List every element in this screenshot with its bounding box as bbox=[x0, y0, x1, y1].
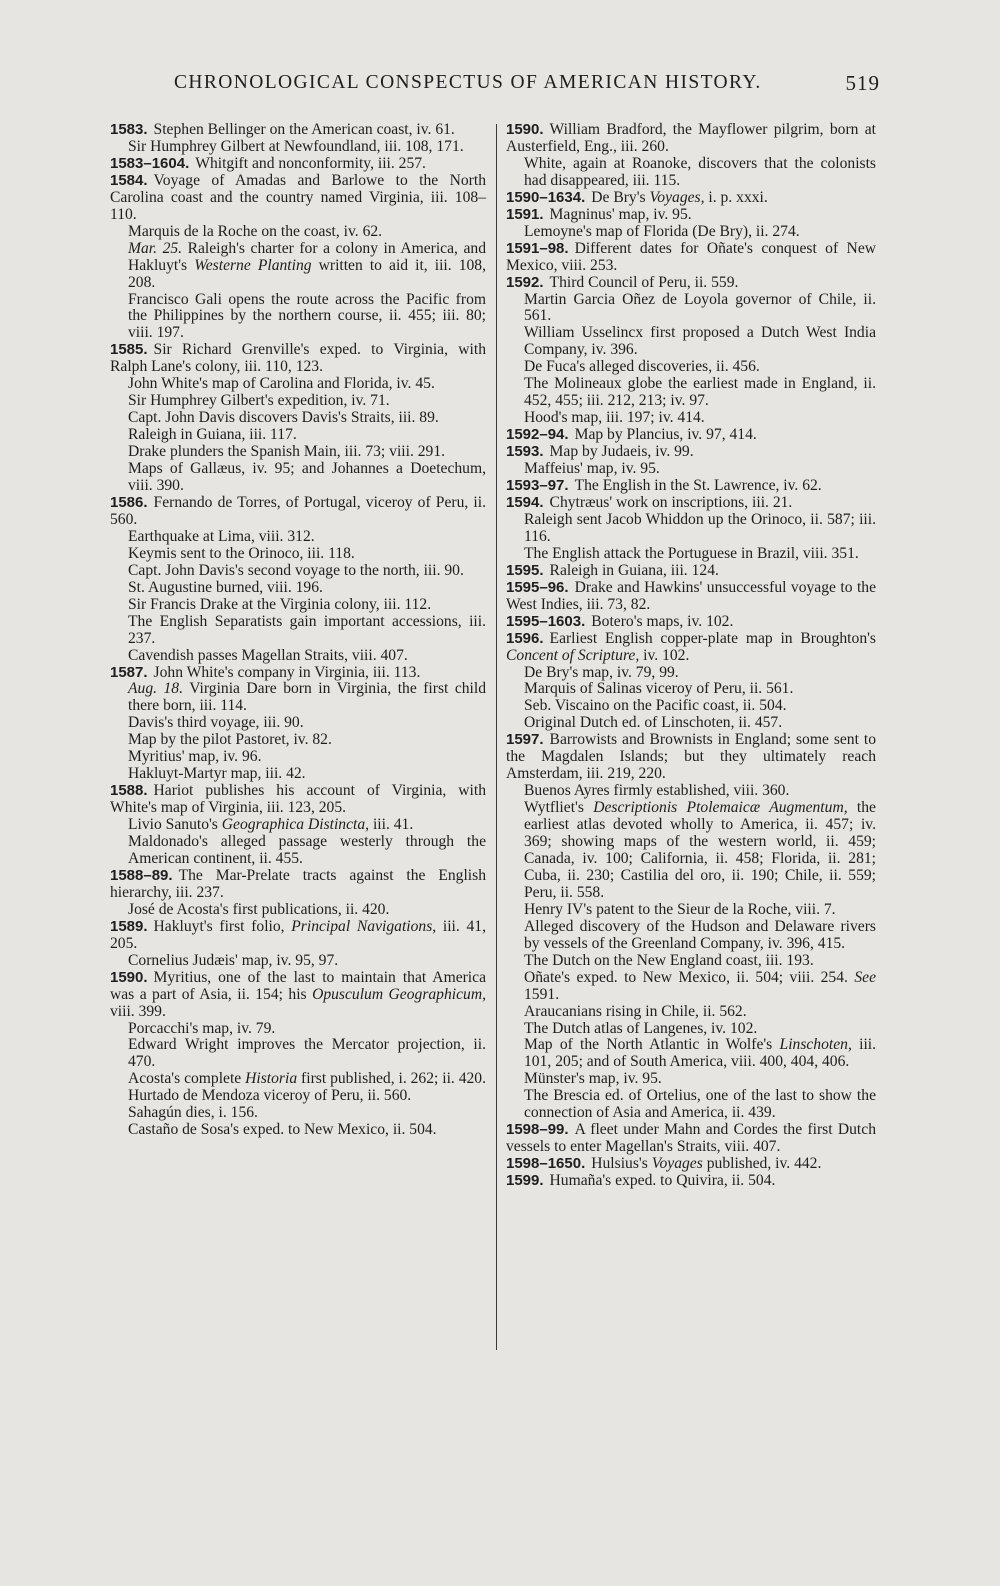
entry-text: Virginia Dare born in Virginia, the first child there born, iii. 114. bbox=[128, 680, 486, 715]
entry-text: Capt. John Davis's second voyage to the north, iii. 90. bbox=[128, 561, 464, 579]
sub-entry bbox=[110, 1071, 486, 1088]
year-entry bbox=[506, 732, 876, 783]
year-entry bbox=[506, 207, 876, 224]
sub-entry bbox=[110, 681, 486, 715]
entry-text: Whitgift and nonconformity, iii. 257. bbox=[195, 154, 426, 172]
entry-year: 1591–98. bbox=[506, 239, 569, 257]
entry-text: Hurtado de Mendoza viceroy of Peru, ii. 560. bbox=[128, 1087, 412, 1105]
sub-entry bbox=[506, 800, 876, 902]
entry-year: 1595–1603. bbox=[506, 612, 586, 630]
entry-text: Different dates for Oñate's conquest of New Mexico, viii. 253. bbox=[506, 239, 876, 274]
entry-text: Marquis de la Roche on the coast, iv. 62. bbox=[128, 222, 383, 240]
entry-text: William Usselincx first proposed a Dutch West India Company, iv. 396. bbox=[524, 324, 876, 359]
sub-entry bbox=[506, 698, 876, 715]
sub-entry bbox=[110, 461, 486, 495]
sub-entry bbox=[506, 410, 876, 427]
entry-year: 1592. bbox=[506, 273, 544, 291]
sub-entry bbox=[506, 681, 876, 698]
entry-year: 1595. bbox=[506, 561, 544, 579]
year-entry bbox=[110, 868, 486, 902]
entry-year: 1593. bbox=[506, 443, 544, 461]
sub-entry bbox=[506, 546, 876, 563]
entry-year: 1588. bbox=[110, 782, 148, 800]
entry-text: Francisco Gali opens the route across the Pacific from the Philippines by the northern course, ii. 455; iii. 80; viii. 197. bbox=[128, 290, 486, 342]
entry-text: Buenos Ayres firmly established, viii. 360. bbox=[524, 782, 790, 800]
entry-text: Myritius' map, iv. 96. bbox=[128, 748, 262, 766]
entry-text: Capt. John Davis discovers Davis's Straits, iii. 89. bbox=[128, 409, 439, 427]
entry-year: 1587. bbox=[110, 663, 148, 681]
sub-entry bbox=[506, 224, 876, 241]
entry-title: Geographica Distincta, bbox=[221, 816, 370, 834]
sub-entry bbox=[110, 427, 486, 444]
sub-entry bbox=[506, 376, 876, 410]
entry-year: 1593–97. bbox=[506, 477, 569, 495]
sub-entry bbox=[506, 715, 876, 732]
running-header bbox=[110, 72, 880, 100]
entry-text: Map of the North Atlantic in Wolfe's bbox=[524, 1036, 773, 1054]
entry-text: Maldonado's alleged passage westerly through the American continent, ii. 455. bbox=[128, 833, 486, 867]
entry-text: Hood's map, iii. 197; iv. 414. bbox=[524, 409, 705, 427]
entry-title: Voyages, bbox=[649, 188, 705, 206]
entry-text: Münster's map, iv. 95. bbox=[524, 1070, 662, 1088]
sub-entry bbox=[110, 376, 486, 393]
entry-text: The Molineaux globe the earliest made in England, ii. 452, 455; iii. 212, 213; iv. 97. bbox=[524, 375, 876, 410]
column-divider bbox=[496, 124, 497, 1350]
sub-entry bbox=[506, 902, 876, 919]
entry-year: 1598–99. bbox=[506, 1121, 569, 1139]
year-entry bbox=[506, 563, 876, 580]
entry-year: 1584. bbox=[110, 171, 148, 189]
sub-entry bbox=[506, 325, 876, 359]
entry-text: Alleged discovery of the Hudson and Delaware rivers by vessels of the Greenland Company, iv. 396, 415. bbox=[524, 917, 876, 952]
entry-year: 1591. bbox=[506, 205, 544, 223]
entry-year: 1595–96. bbox=[506, 578, 569, 596]
year-entry bbox=[110, 665, 486, 682]
entry-text: Oñate's exped. to New Mexico, ii. 504; viii. 254. bbox=[524, 968, 848, 986]
entry-text: Maffeius' map, iv. 95. bbox=[524, 460, 660, 478]
entry-text: Stephen Bellinger on the American coast, iv. 61. bbox=[153, 121, 455, 138]
year-entry bbox=[110, 156, 486, 173]
year-entry bbox=[506, 495, 876, 512]
year-entry bbox=[506, 444, 876, 461]
year-entry bbox=[110, 173, 486, 224]
entry-text: The English attack the Portuguese in Brazil, viii. 351. bbox=[524, 544, 859, 562]
sub-entry bbox=[110, 1088, 486, 1105]
entry-year: 1598–1650. bbox=[506, 1155, 586, 1173]
year-entry bbox=[110, 919, 486, 953]
sub-entry bbox=[110, 834, 486, 868]
sub-entry bbox=[110, 732, 486, 749]
sub-entry bbox=[506, 783, 876, 800]
sub-entry bbox=[110, 817, 486, 834]
entry-text: Henry IV's patent to the Sieur de la Roche, viii. 7. bbox=[524, 900, 836, 918]
entry-text-after: iv. 102. bbox=[643, 646, 690, 664]
entry-title: Historia bbox=[245, 1070, 298, 1088]
entry-text: Seb. Viscaino on the Pacific coast, ii. 504. bbox=[524, 697, 787, 715]
entry-text: Map by the pilot Pastoret, iv. 82. bbox=[128, 731, 332, 749]
sub-entry bbox=[110, 546, 486, 563]
entry-title: See bbox=[854, 968, 876, 986]
entry-text: De Bry's map, iv. 79, 99. bbox=[524, 663, 679, 681]
entry-year: 1585. bbox=[110, 341, 148, 359]
entry-text: Sir Humphrey Gilbert at Newfoundland, iii. 108, 171. bbox=[128, 137, 464, 155]
entry-text: The Brescia ed. of Ortelius, one of the last to show the connection of Asia and America, ii. 439. bbox=[524, 1087, 876, 1122]
entry-date: Mar. 25. bbox=[128, 239, 183, 257]
year-entry bbox=[506, 427, 876, 444]
sub-entry bbox=[110, 766, 486, 783]
entry-text-after: i. p. xxxi. bbox=[708, 188, 768, 206]
entry-text: Davis's third voyage, iii. 90. bbox=[128, 714, 304, 732]
sub-entry bbox=[110, 292, 486, 343]
entry-text: Livio Sanuto's bbox=[128, 816, 218, 834]
entry-text: Earthquake at Lima, viii. 312. bbox=[128, 527, 315, 545]
sub-entry bbox=[506, 156, 876, 190]
year-entry bbox=[506, 1156, 876, 1173]
entry-text: Voyage of Amadas and Barlowe to the North Carolina coast and the country named Virginia, iii. 108–110. bbox=[110, 171, 486, 223]
sub-entry bbox=[110, 410, 486, 427]
sub-entry bbox=[110, 953, 486, 970]
entry-text: De Fuca's alleged discoveries, ii. 456. bbox=[524, 358, 760, 376]
entry-text: Botero's maps, iv. 102. bbox=[591, 612, 734, 630]
entry-text: The Dutch atlas of Langenes, iv. 102. bbox=[524, 1019, 758, 1037]
entry-year: 1592–94. bbox=[506, 426, 569, 444]
entry-text: Araucanians rising in Chile, ii. 562. bbox=[524, 1002, 747, 1020]
entry-text: Sir Francis Drake at the Virginia colony, iii. 112. bbox=[128, 595, 432, 613]
entry-text-after: the earliest atlas devoted wholly to America, ii. 457; iv. 369; showing maps of the western world, ii. 459; Canada, iv. 100; California, ii. 458; Florida, ii. 281; Cuba, ii. 230; Castilia del oro, ii. 190; Chile, ii. 559; Peru, ii. 558. bbox=[524, 799, 876, 901]
entry-text-after: written to aid it, iii. 108, 208. bbox=[128, 256, 486, 291]
year-entry bbox=[506, 614, 876, 631]
sub-entry bbox=[506, 1004, 876, 1021]
entry-title: Opusculum Geographicum, bbox=[312, 985, 486, 1003]
sub-entry bbox=[110, 597, 486, 614]
sub-entry bbox=[110, 902, 486, 919]
entry-text: Acosta's complete bbox=[128, 1070, 242, 1088]
sub-entry bbox=[110, 1122, 486, 1139]
entry-text: Cornelius Judæis' map, iv. 95, 97. bbox=[128, 951, 339, 969]
entry-text: The Dutch on the New England coast, iii. 193. bbox=[524, 951, 814, 969]
year-entry bbox=[506, 275, 876, 292]
sub-entry bbox=[506, 919, 876, 953]
entry-title: Westerne Planting bbox=[194, 256, 312, 274]
entry-text: John White's map of Carolina and Florida, iv. 45. bbox=[128, 375, 435, 393]
sub-entry bbox=[506, 1021, 876, 1038]
sub-entry bbox=[506, 953, 876, 970]
entry-text: Maps of Gallæus, iv. 95; and Johannes a Doetechum, viii. 390. bbox=[128, 460, 486, 495]
entry-text: Barrowists and Brownists in England; some sent to the Magdalen Islands; but they ultimately reach Amsterdam, iii. 219, 220. bbox=[506, 731, 876, 783]
entry-text: Sir Humphrey Gilbert's expedition, iv. 71. bbox=[128, 392, 390, 410]
year-entry bbox=[506, 580, 876, 614]
entry-text: The English in the St. Lawrence, iv. 62. bbox=[574, 477, 822, 495]
entry-text: Map by Plancius, iv. 97, 414. bbox=[574, 426, 757, 444]
entry-text-after: 1591. bbox=[524, 985, 560, 1003]
year-entry bbox=[506, 241, 876, 275]
entry-text: Hakluyt-Martyr map, iii. 42. bbox=[128, 765, 306, 783]
entry-year: 1597. bbox=[506, 731, 544, 749]
sub-entry bbox=[506, 359, 876, 376]
sub-entry bbox=[110, 648, 486, 665]
entry-date: Aug. 18. bbox=[128, 680, 183, 698]
year-entry bbox=[506, 631, 876, 665]
entry-year: 1590–1634. bbox=[506, 188, 586, 206]
year-entry bbox=[110, 970, 486, 1021]
entry-title: Concent of Scripture, bbox=[506, 646, 640, 664]
year-entry bbox=[506, 122, 876, 156]
sub-entry bbox=[506, 1071, 876, 1088]
year-entry bbox=[506, 1122, 876, 1156]
year-entry bbox=[506, 478, 876, 495]
entry-year: 1589. bbox=[110, 917, 148, 935]
entry-text: Lemoyne's map of Florida (De Bry), ii. 274. bbox=[524, 222, 800, 240]
entry-text-after: viii. 399. bbox=[110, 1002, 166, 1020]
entry-text: White, again at Roanoke, discovers that the colonists had disappeared, iii. 115. bbox=[524, 154, 876, 189]
entry-text: Raleigh in Guiana, iii. 117. bbox=[128, 426, 297, 444]
year-entry bbox=[506, 190, 876, 207]
entry-text: Edward Wright improves the Mercator projection, ii. 470. bbox=[128, 1036, 486, 1071]
sub-entry bbox=[110, 1037, 486, 1071]
year-entry bbox=[110, 122, 486, 139]
sub-entry bbox=[110, 1021, 486, 1038]
entry-text: A fleet under Mahn and Cordes the first Dutch vessels to enter Magellan's Straits, viii. 407. bbox=[506, 1121, 876, 1156]
sub-entry bbox=[506, 461, 876, 478]
year-entry bbox=[110, 342, 486, 376]
entry-text: The English Separatists gain important accessions, iii. 237. bbox=[128, 612, 486, 647]
entry-text: Hakluyt's first folio, bbox=[153, 917, 285, 935]
sub-entry bbox=[110, 715, 486, 732]
entry-text: St. Augustine burned, viii. 196. bbox=[128, 578, 323, 596]
sub-entry bbox=[506, 1088, 876, 1122]
right-column bbox=[506, 122, 876, 1190]
sub-entry bbox=[110, 241, 486, 292]
entry-text: Cavendish passes Magellan Straits, viii. 407. bbox=[128, 646, 408, 664]
sub-entry bbox=[506, 1037, 876, 1071]
entry-text: Castaño de Sosa's exped. to New Mexico, ii. 504. bbox=[128, 1121, 437, 1139]
entry-year: 1583–1604. bbox=[110, 154, 190, 172]
sub-entry bbox=[110, 139, 486, 156]
entry-text: Wytfliet's bbox=[524, 799, 584, 817]
sub-entry bbox=[506, 970, 876, 1004]
sub-entry bbox=[506, 665, 876, 682]
entry-text: Drake plunders the Spanish Main, iii. 73; viii. 291. bbox=[128, 443, 446, 461]
sub-entry bbox=[110, 224, 486, 241]
entry-text-after: iii. 41. bbox=[372, 816, 414, 834]
entry-text-after: iii. 41, 205. bbox=[110, 917, 486, 952]
entry-title: Voyages bbox=[651, 1155, 703, 1173]
entry-title: Linschoten, bbox=[779, 1036, 852, 1054]
entry-text: Map by Judaeis, iv. 99. bbox=[549, 443, 694, 461]
entry-text: Raleigh sent Jacob Whiddon up the Orinoco, ii. 587; iii. 116. bbox=[524, 510, 876, 545]
entry-text: De Bry's bbox=[591, 188, 646, 206]
sub-entry bbox=[110, 614, 486, 648]
entry-title: Principal Navigations, bbox=[291, 917, 437, 935]
entry-text: William Bradford, the Mayflower pilgrim, born at Austerfield, Eng., iii. 260. bbox=[506, 121, 876, 155]
entry-text: Original Dutch ed. of Linschoten, ii. 457. bbox=[524, 714, 783, 732]
year-entry bbox=[110, 783, 486, 817]
sub-entry bbox=[506, 292, 876, 326]
entry-text: Third Council of Peru, ii. 559. bbox=[549, 273, 739, 291]
entry-text-after: iii. 101, 205; and of South America, viii. 400, 404, 406. bbox=[524, 1036, 877, 1071]
entry-text: Magninus' map, iv. 95. bbox=[549, 205, 692, 223]
entry-text: Keymis sent to the Orinoco, iii. 118. bbox=[128, 544, 355, 562]
entry-text-after: first published, i. 262; ii. 420. bbox=[301, 1070, 487, 1088]
sub-entry bbox=[110, 580, 486, 597]
entry-text: The Mar-Prelate tracts against the English hierarchy, iii. 237. bbox=[110, 866, 486, 901]
entry-text: Raleigh in Guiana, iii. 124. bbox=[549, 561, 719, 579]
entry-text: Drake and Hawkins' unsuccessful voyage to the West Indies, iii. 73, 82. bbox=[506, 578, 876, 613]
entry-year: 1594. bbox=[506, 493, 544, 511]
sub-entry bbox=[110, 1105, 486, 1122]
entry-text: Martin Garcia Oñez de Loyola governor of Chile, ii. 561. bbox=[524, 290, 876, 325]
entry-text-after: published, iv. 442. bbox=[706, 1155, 822, 1173]
entry-year: 1596. bbox=[506, 629, 544, 647]
year-entry bbox=[110, 495, 486, 529]
entry-title: Descriptionis Ptolemaicæ Augmentum, bbox=[593, 799, 848, 817]
entry-text: Raleigh's charter for a colony in America, and Hakluyt's bbox=[128, 239, 486, 274]
entry-year: 1590. bbox=[110, 968, 148, 986]
entry-text: Chytræus' work on inscriptions, iii. 21. bbox=[549, 493, 793, 511]
entry-year: 1599. bbox=[506, 1172, 544, 1190]
page-number: 519 bbox=[845, 71, 880, 95]
entry-year: 1590. bbox=[506, 121, 544, 138]
entry-text: José de Acosta's first publications, ii. 420. bbox=[128, 900, 390, 918]
entry-text: Hariot publishes his account of Virginia, with White's map of Virginia, iii. 123, 205. bbox=[110, 782, 486, 817]
sub-entry bbox=[110, 529, 486, 546]
sub-entry bbox=[110, 393, 486, 410]
sub-entry bbox=[110, 444, 486, 461]
entry-text: Hulsius's bbox=[591, 1155, 648, 1173]
entry-text: Myritius, one of the last to maintain that America was a part of Asia, ii. 154; his bbox=[110, 968, 486, 1003]
entry-text: Fernando de Torres, of Portugal, viceroy of Peru, ii. 560. bbox=[110, 493, 486, 528]
entry-year: 1588–89. bbox=[110, 866, 173, 884]
year-entry bbox=[506, 1173, 876, 1190]
entry-text: John White's company in Virginia, iii. 113. bbox=[153, 663, 421, 681]
entry-text: Sir Richard Grenville's exped. to Virginia, with Ralph Lane's colony, iii. 110, 123. bbox=[110, 341, 486, 376]
page-title: CHRONOLOGICAL CONSPECTUS OF AMERICAN HISTORY. bbox=[174, 72, 762, 93]
entry-text: Porcacchi's map, iv. 79. bbox=[128, 1019, 276, 1037]
entry-text: Marquis of Salinas viceroy of Peru, ii. 561. bbox=[524, 680, 794, 698]
sub-entry bbox=[110, 563, 486, 580]
entry-year: 1583. bbox=[110, 121, 148, 138]
sub-entry bbox=[506, 512, 876, 546]
entry-text: Sahagún dies, i. 156. bbox=[128, 1104, 258, 1122]
entry-text: Humaña's exped. to Quivira, ii. 504. bbox=[549, 1172, 776, 1190]
entry-year: 1586. bbox=[110, 493, 148, 511]
entry-text: Earliest English copper-plate map in Broughton's bbox=[549, 629, 876, 647]
left-column bbox=[110, 122, 486, 1139]
sub-entry bbox=[110, 749, 486, 766]
